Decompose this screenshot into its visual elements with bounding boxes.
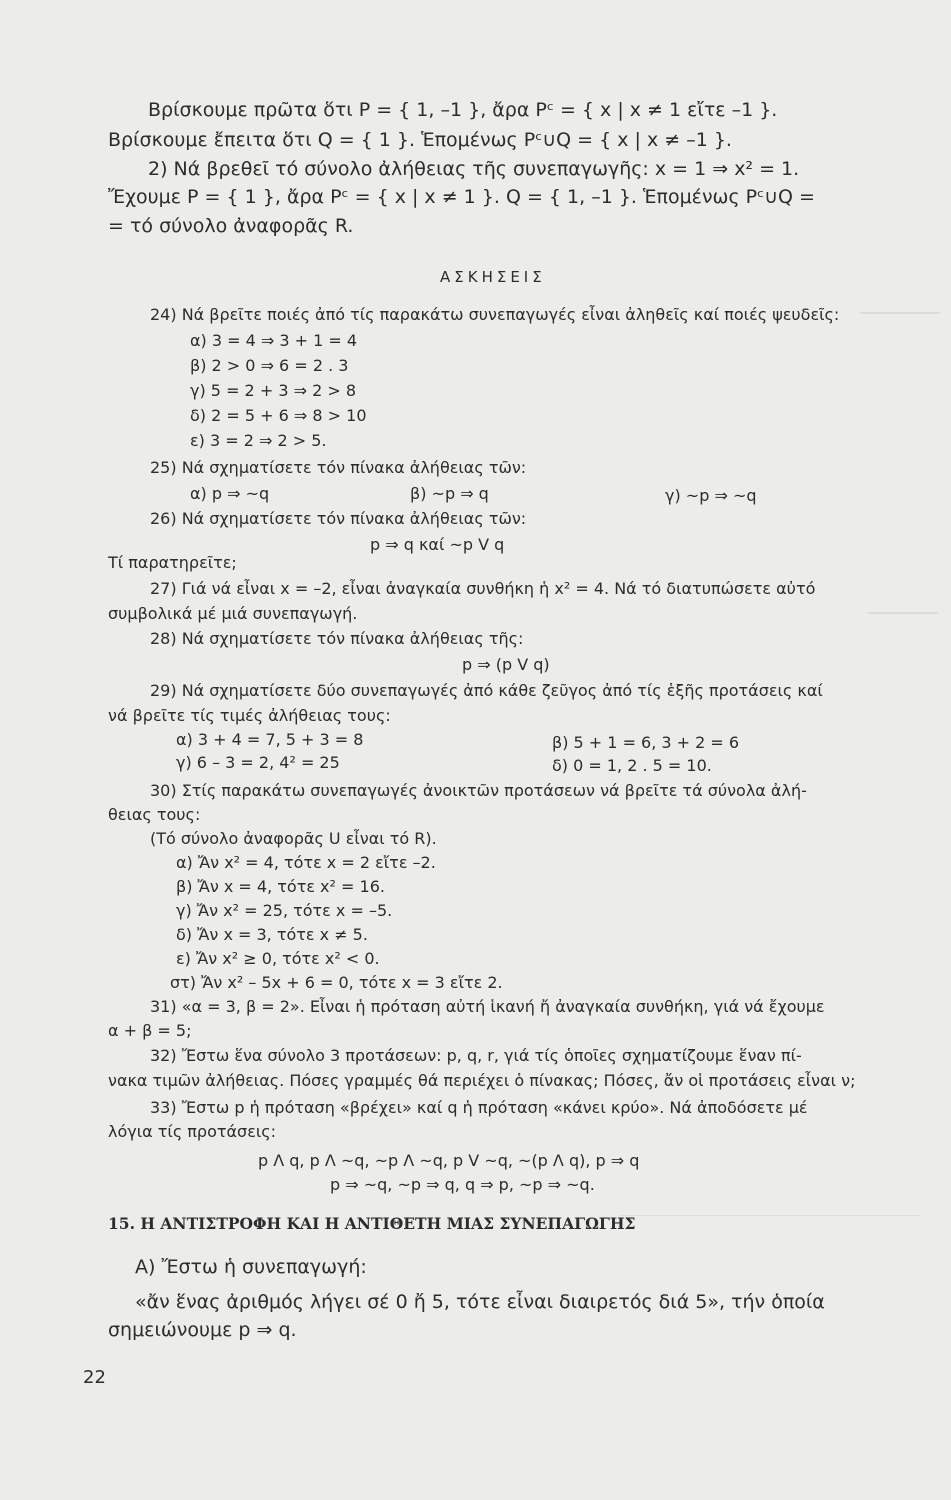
exercise-33-formula-1: p Λ q, p Λ ~q, ~p Λ ~q, p V ~q, ~(p Λ q), p ⇒ q	[258, 1151, 640, 1170]
page-number: 22	[83, 1367, 106, 1388]
exercise-25-a: α) p ⇒ ~q	[190, 484, 270, 503]
exercises-title: ΑΣΚΗΣΕΙΣ	[440, 268, 546, 286]
section-15-title: 15. Η ΑΝΤΙΣΤΡΟΦΗ ΚΑΙ Η ΑΝΤΙΘΕΤΗ ΜΙΑΣ ΣΥΝΕΠΑΓΩΓΗΣ	[108, 1214, 636, 1233]
section-15-a-line: Α) Ἔστω ἡ συνεπαγωγή:	[135, 1256, 367, 1278]
intro-line-3: 2) Νά βρεθεῖ τό σύνολο ἀλήθειας τῆς συνεπαγωγῆς: x = 1 ⇒ x² = 1.	[148, 158, 800, 180]
exercise-30-line-2: θειας τους:	[108, 805, 201, 824]
exercise-27-line-2: συμβολικά μέ μιά συνεπαγωγή.	[108, 604, 358, 623]
exercise-30-c: γ) Ἄν x² = 25, τότε x = –5.	[176, 901, 393, 920]
exercise-26-formula: p ⇒ q καί ~p V q	[370, 535, 505, 554]
exercise-30-d: δ) Ἄν x = 3, τότε x ≠ 5.	[176, 925, 368, 944]
exercise-24-a: α) 3 = 4 ⇒ 3 + 1 = 4	[190, 331, 358, 350]
exercise-24-text: 24) Νά βρεῖτε ποιές ἀπό τίς παρακάτω συνεπαγωγές εἶναι ἀληθεῖς καί ποιές ψευδεῖς:	[150, 305, 840, 324]
exercise-33-formula-2: p ⇒ ~q, ~p ⇒ q, q ⇒ p, ~p ⇒ ~q.	[330, 1175, 595, 1194]
exercise-29-a: α) 3 + 4 = 7, 5 + 3 = 8	[176, 730, 364, 749]
show-through-mark	[620, 1215, 920, 1216]
exercise-30-a: α) Ἄν x² = 4, τότε x = 2 εἴτε –2.	[176, 853, 436, 872]
exercise-29-d: δ) 0 = 1, 2 . 5 = 10.	[552, 756, 712, 775]
exercise-30-b: β) Ἄν x = 4, τότε x² = 16.	[176, 877, 385, 896]
exercise-30-reference: (Τό σύνολο ἀναφορᾶς U εἶναι τό R).	[150, 829, 437, 848]
exercise-29-line-2: νά βρεῖτε τίς τιμές ἀλήθειας τους:	[108, 706, 391, 725]
exercise-24-c: γ) 5 = 2 + 3 ⇒ 2 > 8	[190, 381, 357, 400]
exercise-24-d: δ) 2 = 5 + 6 ⇒ 8 > 10	[190, 406, 367, 425]
exercise-32-line-1: 32) Ἔστω ἕνα σύνολο 3 προτάσεων: p, q, r, γιά τίς ὁποῖες σχηματίζουμε ἕναν πί-	[150, 1046, 802, 1065]
intro-line-5: = τό σύνολο ἀναφορᾶς R.	[108, 215, 354, 237]
exercise-32-line-2: νακα τιμῶν ἀλήθειας. Πόσες γραμμές θά περιέχει ὁ πίνακας; Πόσες, ἄν οἱ προτάσεις εἶναι ν;	[108, 1071, 856, 1090]
exercise-31-line-1: 31) «α = 3, β = 2». Εἶναι ἡ πρόταση αὐτή ἱκανή ἤ ἀναγκαία συνθήκη, γιά νά ἔχουμε	[150, 997, 825, 1016]
exercise-28-formula: p ⇒ (p V q)	[462, 655, 550, 674]
intro-line-1: Βρίσκουμε πρῶτα ὅτι P = { 1, –1 }, ἄρα Pᶜ = { x | x ≠ 1 εἴτε –1 }.	[148, 99, 778, 121]
section-15-quote: «ἄν ἕνας ἀριθμός λήγει σέ 0 ἤ 5, τότε εἶναι διαιρετός διά 5», τήν ὁποία	[135, 1291, 825, 1313]
exercise-33-line-2: λόγια τίς προτάσεις:	[108, 1122, 277, 1141]
exercise-30-line-1: 30) Στίς παρακάτω συνεπαγωγές ἀνοικτῶν προτάσεων νά βρεῖτε τά σύνολα ἀλή-	[150, 781, 807, 800]
exercise-24-b: β) 2 > 0 ⇒ 6 = 2 . 3	[190, 356, 349, 375]
exercise-30-e: ε) Ἄν x² ≥ 0, τότε x² < 0.	[176, 949, 380, 968]
show-through-mark	[868, 612, 938, 614]
exercise-29-line-1: 29) Νά σχηματίσετε δύο συνεπαγωγές ἀπό κάθε ζεῦγος ἀπό τίς ἑξῆς προτάσεις καί	[150, 681, 823, 700]
section-15-end: σημειώνουμε p ⇒ q.	[108, 1319, 297, 1341]
exercise-26-question: Τί παρατηρεῖτε;	[108, 553, 237, 572]
show-through-mark	[860, 312, 940, 314]
exercise-31-line-2: α + β = 5;	[108, 1021, 192, 1040]
exercise-27-line-1: 27) Γιά νά εἶναι x = –2, εἶναι ἀναγκαία συνθήκη ἡ x² = 4. Νά τό διατυπώσετε αὐτό	[150, 579, 816, 598]
exercise-25-b: β) ~p ⇒ q	[410, 484, 489, 503]
exercise-33-line-1: 33) Ἔστω p ἡ πρόταση «βρέχει» καί q ἡ πρόταση «κάνει κρύο». Νά ἀποδόσετε μέ	[150, 1098, 808, 1117]
exercise-29-c: γ) 6 – 3 = 2, 4² = 25	[176, 753, 340, 772]
intro-line-2: Βρίσκουμε ἔπειτα ὅτι Q = { 1 }. Ἑπομένως Pᶜ∪Q = { x | x ≠ –1 }.	[108, 129, 732, 151]
exercise-30-f: στ) Ἄν x² – 5x + 6 = 0, τότε x = 3 εἴτε 2.	[170, 973, 503, 992]
exercise-25-c: γ) ~p ⇒ ~q	[665, 486, 757, 505]
exercise-26-text: 26) Νά σχηματίσετε τόν πίνακα ἀλήθειας τῶν:	[150, 509, 527, 528]
exercise-29-b: β) 5 + 1 = 6, 3 + 2 = 6	[552, 733, 740, 752]
exercise-25-text: 25) Νά σχηματίσετε τόν πίνακα ἀλήθειας τῶν:	[150, 458, 527, 477]
intro-line-4: Ἔχουμε P = { 1 }, ἄρα Pᶜ = { x | x ≠ 1 }. Q = { 1, –1 }. Ἑπομένως Pᶜ∪Q =	[108, 186, 815, 208]
exercise-28-text: 28) Νά σχηματίσετε τόν πίνακα ἀλήθειας τῆς:	[150, 629, 524, 648]
exercise-24-e: ε) 3 = 2 ⇒ 2 > 5.	[190, 431, 327, 450]
